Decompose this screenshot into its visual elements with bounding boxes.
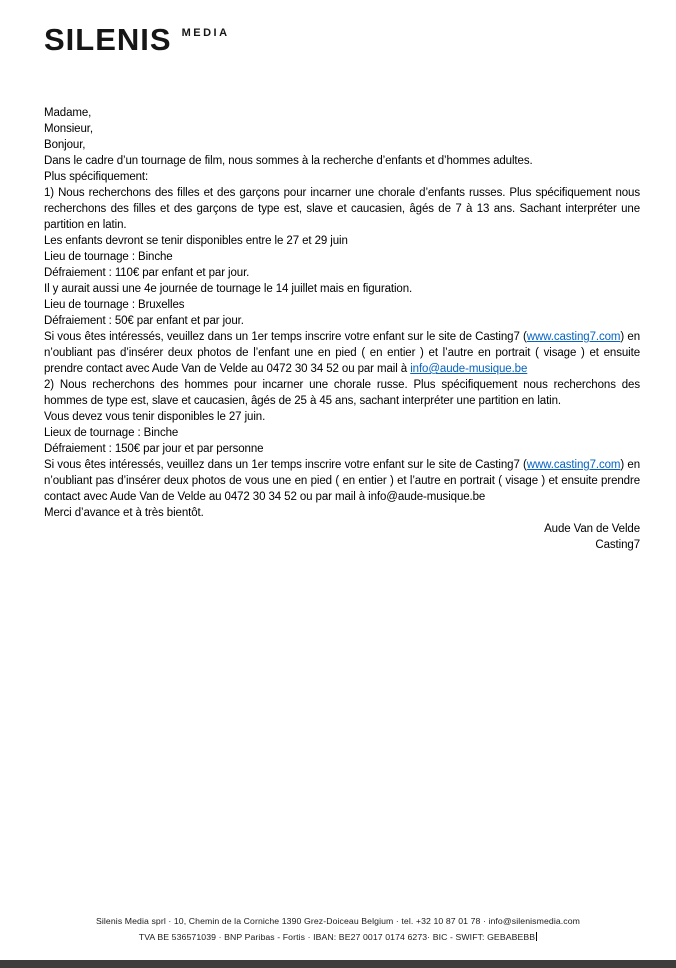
salutation-line: Monsieur, <box>44 123 93 135</box>
casting7-link[interactable]: www.casting7.com <box>526 331 621 343</box>
bottom-bar <box>0 960 676 968</box>
detail-line: Vous devez vous tenir disponibles le 27 juin. <box>44 411 266 423</box>
letterhead-footer <box>0 913 676 945</box>
intro-line: Plus spécifiquement: <box>44 171 149 183</box>
men-shoot-details <box>44 409 640 457</box>
signature-role: Casting7 <box>595 539 640 551</box>
signature-name: Aude Van de Velde <box>544 523 640 535</box>
children-application-paragraph <box>44 329 640 377</box>
logo-subtitle: MEDIA <box>181 27 230 39</box>
children-shoot-details <box>44 233 640 281</box>
closing-line: Merci d’avance et à très bientôt. <box>44 507 204 519</box>
detail-line: Défraiement : 110€ par enfant et par jour. <box>44 267 250 279</box>
casting-call-men-paragraph: 2) Nous recherchons des hommes pour incarner une chorale russe. Plus spécifiquement nous recherchons des hommes de type est, slave et caucasien, âgés de 25 à 45 ans, sachant interpréter une partition en latin. <box>44 379 640 407</box>
intro-line: Dans le cadre d’un tournage de film, nous sommes à la recherche d’enfants et d’hommes adultes. <box>44 155 533 167</box>
detail-line: Défraiement : 150€ par jour et par personne <box>44 443 264 455</box>
salutation-line: Madame, <box>44 107 92 119</box>
men-application-paragraph <box>44 457 640 505</box>
footer-bank-line <box>0 929 676 945</box>
detail-line: Lieu de tournage : Binche <box>44 251 173 263</box>
email-link[interactable]: info@aude-musique.be <box>410 363 528 375</box>
detail-line: Lieu de tournage : Bruxelles <box>44 299 185 311</box>
signature-block <box>44 521 640 553</box>
detail-line: Défraiement : 50€ par enfant et par jour. <box>44 315 244 327</box>
salutation-block <box>44 105 640 137</box>
intro-paragraph <box>44 153 640 185</box>
children-extra-day-details <box>44 281 640 329</box>
detail-line: Lieux de tournage : Binche <box>44 427 179 439</box>
logo <box>44 24 230 55</box>
detail-line: Les enfants devront se tenir disponibles entre le 27 et 29 juin <box>44 235 348 247</box>
application-text: ) en n’oubliant pas d’insérer deux photos de l’enfant une en pied ( en entier ) et l’autre en portrait ( visage ) et ensuite prendre contact avec Aude Van de Velde au 0472 30 34 52 ou par mail à <box>44 331 641 375</box>
casting-call-children-paragraph: 1) Nous recherchons des filles et des garçons pour incarner une chorale d’enfants russes. Plus spécifiquement nous recherchons des filles et des garçons de type est, slave et caucasien, âgés de 7 à 13 ans. Sachant interpréter une partition en latin. <box>44 187 640 231</box>
text-cursor <box>536 932 537 941</box>
letter-body <box>44 105 640 553</box>
application-text: ) en n’oubliant pas d’insérer deux photos de vous une en pied ( en entier ) et l’autre en portrait ( visage ) et ensuite prendre contact avec Aude Van de Velde au 0472 30 34 52 ou par mail à info@aude-musique.be <box>44 459 641 503</box>
logo-brand: SILENIS <box>44 22 172 57</box>
casting7-link[interactable]: www.casting7.com <box>526 459 621 471</box>
greeting-line: Bonjour, <box>44 139 86 151</box>
footer-address-line: Silenis Media sprl · 10, Chemin de la Corniche 1390 Grez-Doiceau Belgium · tel. +32 10 87 01 78 · info@silenismedia.com <box>95 916 581 926</box>
footer-bank-text: TVA BE 536571039 · BNP Paribas - Fortis · IBAN: BE27 0017 0174 6273· BIC - SWIFT: GEBABEBB <box>138 932 536 942</box>
application-text: Si vous êtes intéressés, veuillez dans un 1er temps inscrire votre enfant sur le site de Casting7 ( <box>44 331 527 343</box>
application-text: Si vous êtes intéressés, veuillez dans un 1er temps inscrire votre enfant sur le site de Casting7 ( <box>44 459 527 471</box>
detail-line: Il y aurait aussi une 4e journée de tournage le 14 juillet mais en figuration. <box>44 283 413 295</box>
